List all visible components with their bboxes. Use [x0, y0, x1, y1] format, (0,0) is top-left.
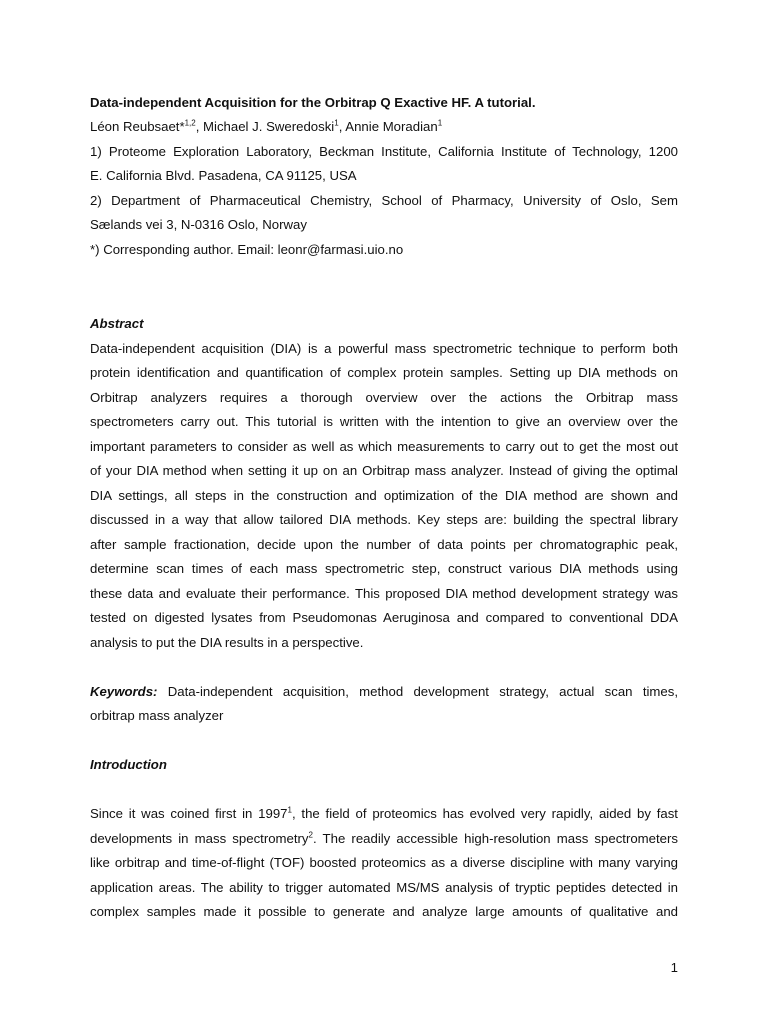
keywords-line-2: orbitrap mass analyzer [90, 708, 224, 723]
author-1: Léon Reubsaet* [90, 119, 185, 134]
abstract-line: protein identification and quantification of complex protein samples. Setting up DIA methods on [90, 365, 678, 380]
abstract-line: of your DIA method when setting it up on an Orbitrap mass analyzer. Instead of giving the optimal [90, 463, 678, 478]
abstract-line: DIA settings, all steps in the construction and optimization of the DIA method are shown and [90, 488, 678, 503]
intro-line [90, 806, 678, 822]
citation-ref: 1 [287, 805, 292, 815]
abstract-line: these data and evaluate their performance. This proposed DIA method development strategy was [90, 586, 678, 601]
intro-line [90, 831, 678, 847]
keywords-text: Data-independent acquisition, method development strategy, actual scan times, [157, 684, 678, 699]
abstract-heading: Abstract [90, 316, 144, 331]
keywords-label: Keywords: [90, 684, 158, 699]
author-2-affil: 1 [334, 118, 339, 128]
author-3-affil: 1 [437, 118, 443, 128]
intro-text: developments in mass spectrometry [90, 831, 309, 846]
keywords-line-1 [90, 684, 678, 700]
abstract-line: important parameters to consider as well as which measurements to carry out to get the most out [90, 439, 678, 454]
abstract-line: tested on digested lysates from Pseudomonas Aeruginosa and compared to conventional DDA [90, 610, 678, 625]
affiliation-1-line-2: E. California Blvd. Pasadena, CA 91125, USA [90, 168, 357, 183]
abstract-line: Data-independent acquisition (DIA) is a powerful mass spectrometric technique to perform both [90, 341, 678, 356]
affiliation-2-line-2: Sælands vei 3, N-0316 Oslo, Norway [90, 217, 307, 232]
abstract-line: after sample fractionation, decide upon the number of data points per chromatographic peak, [90, 537, 678, 552]
intro-line: application areas. The ability to trigger automated MS/MS analysis of tryptic peptides detected in [90, 880, 678, 895]
intro-text: Since it was coined first in 1997 [90, 806, 288, 821]
author-2: , Michael J. Sweredoski [195, 119, 335, 134]
intro-text: , the field of proteomics has evolved very rapidly, aided by fast [291, 806, 678, 821]
author-1-affil: 1,2 [184, 118, 196, 128]
abstract-line: discussed in a way that allow tailored DIA methods. Key steps are: building the spectral library [90, 512, 678, 527]
introduction-heading: Introduction [90, 757, 167, 772]
affiliation-1-line-1: 1) Proteome Exploration Laboratory, Beckman Institute, California Institute of Technology, 1200 [90, 144, 678, 159]
abstract-line: spectrometers carry out. This tutorial is written with the intention to give an overview over the [90, 414, 678, 429]
intro-line: complex samples made it possible to generate and analyze large amounts of qualitative and [90, 904, 678, 919]
citation-ref: 2 [308, 830, 313, 840]
abstract-line: determine scan times of each mass spectrometric step, construct various DIA methods using [90, 561, 678, 576]
affiliation-2-line-1: 2) Department of Pharmaceutical Chemistry, School of Pharmacy, University of Oslo, Sem [90, 193, 678, 208]
page-number: 1 [670, 960, 678, 975]
intro-text: . The readily accessible high-resolution mass spectrometers [312, 831, 678, 846]
paper-title: Data-independent Acquisition for the Orbitrap Q Exactive HF. A tutorial. [90, 95, 536, 110]
corresponding-author: *) Corresponding author. Email: leonr@farmasi.uio.no [90, 242, 404, 257]
intro-line: like orbitrap and time-of-flight (TOF) boosted proteomics as a diverse discipline with many varying [90, 855, 678, 870]
abstract-line: analysis to put the DIA results in a perspective. [90, 635, 364, 650]
author-3: , Annie Moradian [338, 119, 438, 134]
author-line [90, 119, 678, 135]
abstract-line: Orbitrap analyzers requires a thorough overview over the actions the Orbitrap mass [90, 390, 678, 405]
